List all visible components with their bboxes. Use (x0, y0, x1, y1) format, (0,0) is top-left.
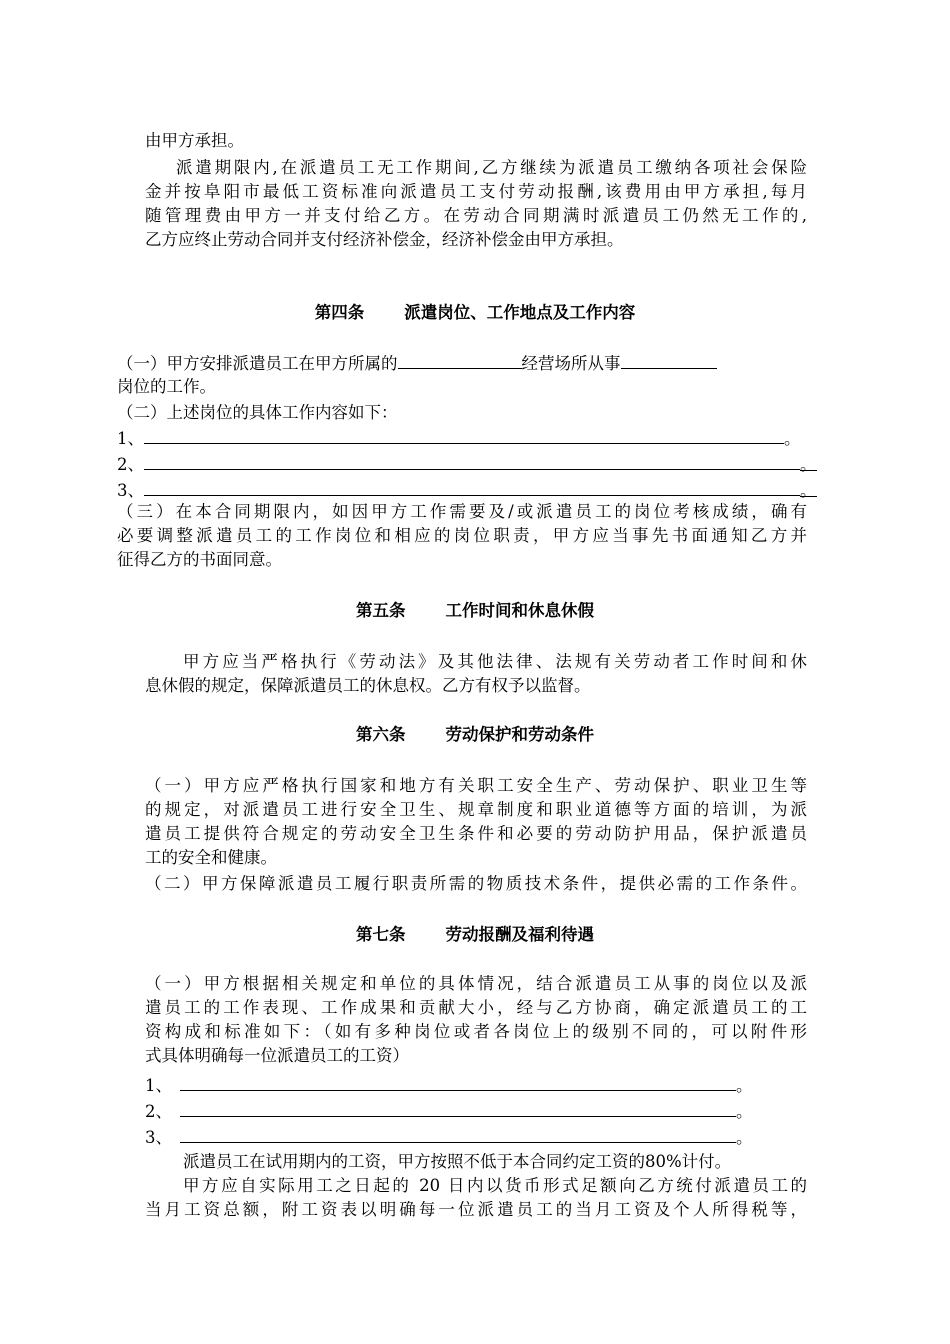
list-item (145, 1125, 753, 1150)
clause-line: 工的安全和健康。 (145, 848, 277, 867)
item-number: 2、 (145, 1102, 172, 1121)
list-item (117, 426, 801, 451)
clause-line: （一）甲方根据相关规定和单位的具体情况，结合派遣员工从事的岗位以及派 (145, 974, 807, 993)
item-end: 。 (800, 455, 817, 474)
clause-line (117, 351, 717, 376)
paragraph-line: 甲方应当严格执行《劳动法》及其他法律、法规有关劳动者工作时间和休 (183, 652, 807, 671)
list-item (145, 1099, 753, 1124)
clause-line: 征得乙方的书面同意。 (117, 550, 282, 569)
article-title: 劳动保护和劳动条件 (445, 725, 594, 744)
clause-line: （一）甲方应严格执行国家和地方有关职工安全生产、劳动保护、职业卫生等 (145, 776, 807, 795)
article-5-heading (0, 599, 950, 623)
article-title: 工作时间和休息休假 (445, 601, 594, 620)
article-7-heading (0, 923, 950, 947)
item-number: 3、 (117, 481, 144, 500)
blank-field-wage-2[interactable] (180, 1099, 736, 1117)
item-end: 。 (736, 1102, 753, 1121)
clause-line: 资构成和标准如下：（如有多种岗位或者各岗位上的级别不同的，可以附件形 (145, 1022, 807, 1041)
blank-field-workplace[interactable] (398, 351, 522, 369)
clause-line: 的规定，对派遣员工进行安全卫生、规章制度和职业道德等方面的培训，为派 (145, 800, 807, 819)
item-number: 2、 (117, 455, 144, 474)
item-number: 1、 (117, 429, 144, 448)
article-title: 派遣岗位、工作地点及工作内容 (404, 303, 636, 322)
paragraph-line: 金并按阜阳市最低工资标准向派遣员工支付劳动报酬,该费用由甲方承担,每月 (145, 182, 807, 201)
blank-field-wage-3[interactable] (180, 1125, 736, 1143)
blank-field-wage-1[interactable] (180, 1073, 736, 1091)
article-4-heading (0, 301, 950, 325)
article-6-heading (0, 723, 950, 747)
clause-line: 岗位的工作。 (117, 377, 216, 396)
clause-line: 遣员工的工作表现、工作成果和贡献大小，经与乙方协商，确定派遣员工的工 (145, 998, 807, 1017)
paragraph-line: 派遣员工在试用期内的工资，甲方按照不低于本合同约定工资的80%计付。 (183, 1152, 732, 1171)
paragraph-line: 由甲方承担。 (145, 131, 244, 150)
item-end: 。 (736, 1128, 753, 1147)
article-number: 第七条 (356, 925, 406, 944)
article-number: 第五条 (356, 601, 406, 620)
article-title: 劳动报酬及福利待遇 (445, 925, 594, 944)
item-number: 3、 (145, 1128, 172, 1147)
clause-text: 经营场所从事 (521, 354, 621, 373)
item-end: 。 (800, 481, 817, 500)
item-end: 。 (736, 1076, 753, 1095)
clause-line: 必要调整派遣员工的工作岗位和相应的岗位职责，甲方应当事先书面通知乙方并 (117, 526, 807, 545)
blank-field-duty-3[interactable] (144, 478, 800, 496)
clause-line: 遣员工提供符合规定的劳动安全卫生条件和必要的劳动防护用品，保护派遣员 (145, 824, 807, 843)
clause-line: （二）上述岗位的具体工作内容如下： (117, 403, 398, 422)
clause-line: （二）甲方保障派遣员工履行职责所需的物质技术条件，提供必需的工作条件。 (145, 874, 807, 893)
article-number: 第四条 (314, 303, 365, 322)
list-item (145, 1073, 753, 1098)
blank-field-position[interactable] (621, 351, 717, 369)
clause-line: 式具体明确每一位派遣员工的工资） (145, 1046, 409, 1065)
paragraph-line: 随管理费由甲方一并支付给乙方。在劳动合同期满时派遣员工仍然无工作的, (145, 206, 807, 225)
blank-field-duty-1[interactable] (144, 426, 784, 444)
clause-line: （三）在本合同期限内，如因甲方工作需要及/或派遣员工的岗位考核成绩，确有 (117, 502, 807, 521)
paragraph-line: 息休假的规定，保障派遣员工的休息权。乙方有权予以监督。 (145, 676, 591, 695)
item-number: 1、 (145, 1076, 172, 1095)
item-end: 。 (784, 429, 801, 448)
blank-field-duty-2[interactable] (144, 452, 800, 470)
paragraph-line: 乙方应终止劳动合同并支付经济补偿金，经济补偿金由甲方承担。 (145, 230, 624, 249)
paragraph-line: 派遣期限内,在派遣员工无工作期间,乙方继续为派遣员工缴纳各项社会保险 (176, 158, 807, 177)
paragraph-line: 当月工资总额，附工资表以明确每一位派遣员工的当月工资及个人所得税等， (145, 1200, 807, 1219)
clause-text: （一）甲方安排派遣员工在甲方所属的 (117, 354, 398, 373)
article-number: 第六条 (356, 725, 406, 744)
list-item (117, 452, 817, 477)
paragraph-line: 甲方应自实际用工之日起的 20 日内以货币形式足额向乙方统付派遣员工的 (183, 1176, 807, 1195)
